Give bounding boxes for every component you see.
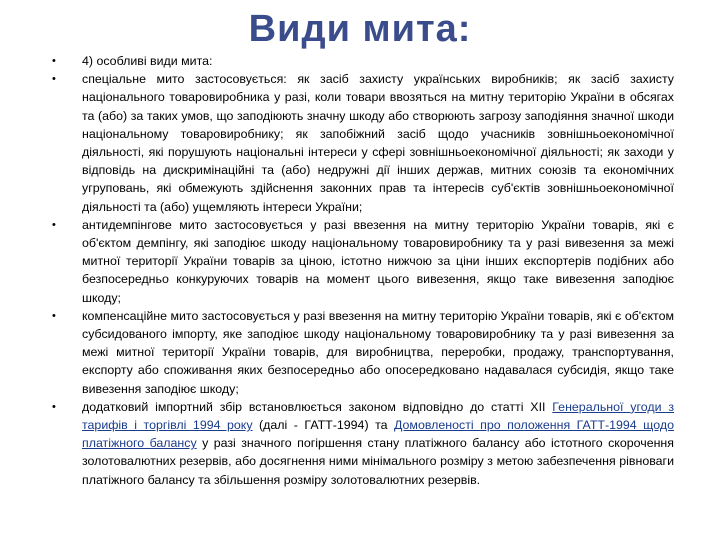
- list-item: [52, 52, 674, 70]
- bullet-icon: •: [52, 218, 56, 231]
- list-item-text: спеціальне мито застосовується: як засіб захисту українських виробників; як засіб захисту національного товаровиробника у разі, коли товари ввозяться на митну територію України в обсягах та (або) за таких умов, що заподіюють значну шкоду або створюють загрозу заподіяння значної шкоди національному товаровиробнику; як запобіжний засіб щодо учасників зовнішньоекономічної діяльності, які порушують національні інтереси у сфері зовнішньоекономічної діяльності; як заходи у відповідь на дискримінаційні та (або) недружні дії інших держав, митних союзів та економічних угруповань, які обмежують здійснення законних прав та інтересів суб'єктів зовнішньоекономічної діяльності та (або) ущемляють інтереси України;: [82, 72, 674, 214]
- list-item-text-before: додатковий імпортний збір встановлюється законом відповідно до статті XII: [82, 399, 553, 414]
- bullet-icon: •: [52, 400, 56, 413]
- list-item-text-middle: (далі - ГАТТ-1994) та: [252, 418, 395, 433]
- gatt-agreement-link[interactable]: Генеральної угоди з тарифів і торгівлі 1994 року: [82, 399, 674, 433]
- list-item: [52, 70, 674, 216]
- list-item-text: компенсаційне мито застосовується у разі ввезення на митну територію України товарів, які є об'єктом субсидованого імпорту, яке заподіює шкоду національному товаровиробнику та у разі вивезення за межі митної території України товарів, для виробництва, переробки, продажу, транспортування, експорту або споживання яких безпосередньо або опосередковано надавалася субсидія, якщо таке вивезення заподіює шкоду;: [82, 308, 674, 396]
- list-item: [52, 307, 674, 398]
- bullet-icon: •: [52, 309, 56, 322]
- list-item-text: антидемпінгове мито застосовується у разі ввезення на митну територію України товарів, які є об'єктом демпінгу, які заподіює шкоду національному товаровиробнику та у разі вивезення за межі митної території України товарів за ціною, істотно нижчою за ціни інших експортерів подібних або безпосередньо конкуруючих товарів на момент цього вивезення, якщо таке вивезення заподіює шкоду;: [82, 217, 674, 305]
- bullet-icon: •: [52, 73, 56, 86]
- slide-title: Види мита:: [248, 8, 472, 50]
- list-item: [52, 398, 674, 489]
- balance-of-payments-link[interactable]: Домовленості про положення ГАТТ-1994 щодо платіжного балансу: [82, 418, 674, 451]
- list-item: [52, 216, 674, 307]
- list-item-text: 4) особливі види мита:: [82, 54, 213, 68]
- bullet-icon: •: [52, 55, 56, 67]
- bullet-list: [52, 52, 674, 489]
- list-item-text-after: у разі значного погіршення стану платіжного балансу або істотного скорочення золотовалютних резервів, або досягнення ними мінімального розміру з метою забезпечення рівноваги платіжного балансу та збільшення розміру золотовалютних резервів.: [82, 436, 674, 487]
